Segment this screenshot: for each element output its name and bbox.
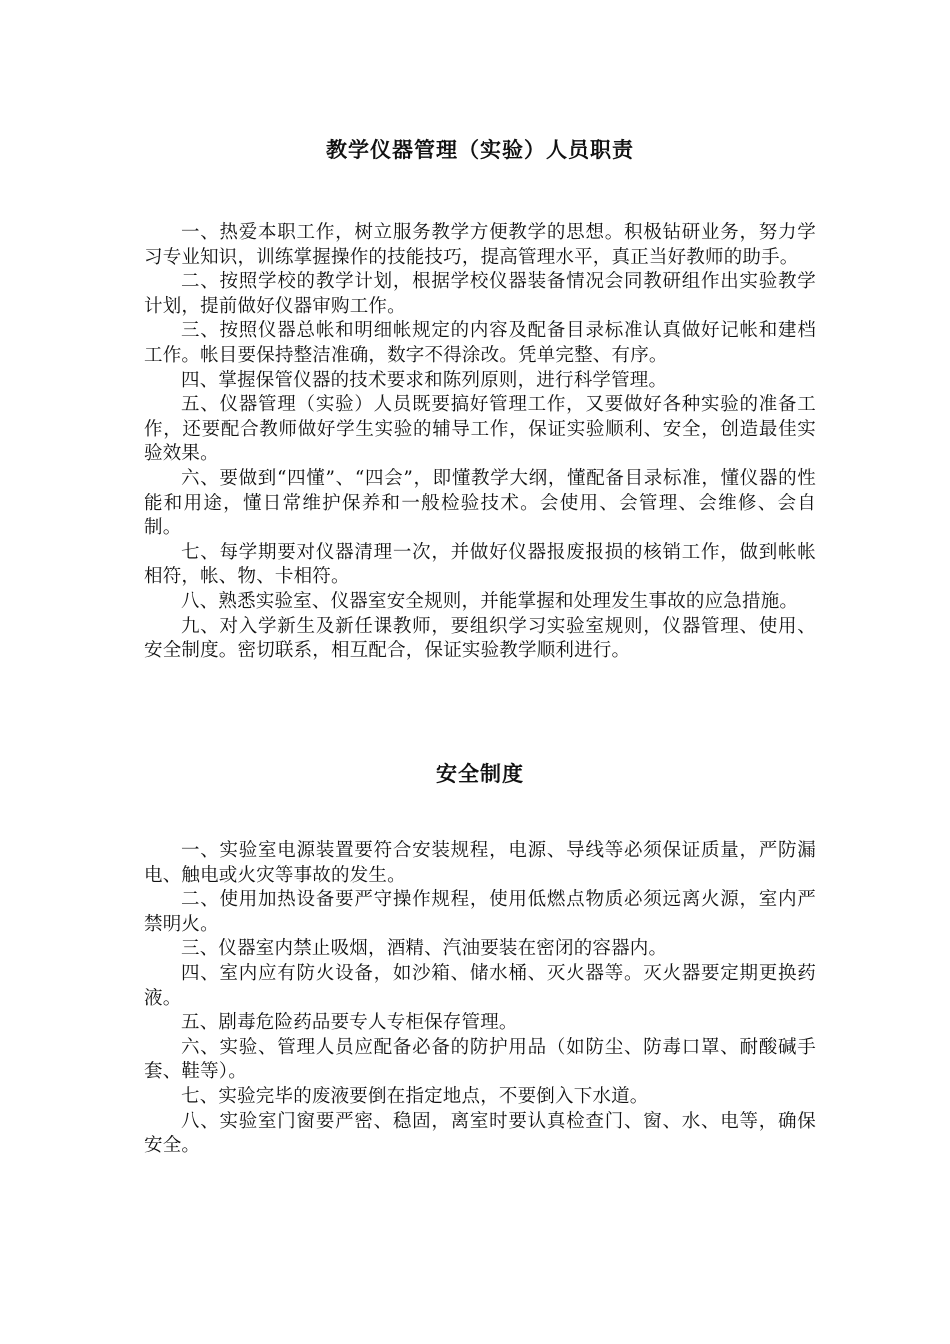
safety-item-1: 一、实验室电源装置要符合安装规程，电源、导线等必须保证质量，严防漏电、触电或火灾等事故的发生。 — [144, 840, 816, 886]
safety-item-4: 四、室内应有防火设备，如沙箱、储水桶、灭火器等。灭火器要定期更换药液。 — [144, 962, 816, 1009]
duty-item-2: 二、按照学校的教学计划，根据学校仪器装备情况会同教研组作出实验教学计划，提前做好仪器审购工作。 — [144, 271, 816, 317]
safety-item-6: 六、实验、管理人员应配备必备的防护用品（如防尘、防毒口罩、耐酸碱手套、鞋等）。 — [144, 1036, 816, 1083]
duty-item-5: 五、仪器管理（实验）人员既要搞好管理工作，又要做好各种实验的准备工作，还要配合教师做好学生实验的辅导工作，保证实验顺利、安全，创造最佳实验效果。 — [144, 394, 816, 465]
duty-item-3: 三、按照仪器总帐和明细帐规定的内容及配备目录标准认真做好记帐和建档工作。帐目要保持整洁准确，数字不得涂改。凭单完整、有序。 — [144, 320, 816, 366]
safety-item-2: 二、使用加热设备要严守操作规程，使用低燃点物质必须远离火源，室内严禁明火。 — [144, 889, 816, 935]
duty-item-1: 一、热爱本职工作，树立服务教学方便教学的思想。积极钻研业务，努力学习专业知识，训练掌握操作的技能技巧，提高管理水平，真正当好教师的助手。 — [144, 222, 816, 268]
safety-item-3: 三、仪器室内禁止吸烟，酒精、汽油要装在密闭的容器内。 — [181, 938, 668, 960]
duty-item-9: 九、对入学新生及新任课教师，要组织学习实验室规则，仪器管理、使用、安全制度。密切联系，相互配合，保证实验教学顺利进行。 — [144, 615, 816, 662]
duty-item-7: 七、每学期要对仪器清理一次，并做好仪器报废报损的核销工作，做到帐帐相符，帐、物、卡相符。 — [144, 541, 816, 588]
safety-item-7: 七、实验完毕的废液要倒在指定地点，不要倒入下水道。 — [181, 1085, 649, 1107]
section-instrument-staff-duties — [144, 136, 816, 664]
section-title: 安全制度 — [436, 761, 524, 786]
duty-item-4: 四、掌握保管仪器的技术要求和陈列原则，进行科学管理。 — [181, 369, 668, 391]
duty-item-8: 八、熟悉实验室、仪器室安全规则，并能掌握和处理发生事故的应急措施。 — [181, 590, 799, 612]
section-safety-rules — [144, 760, 816, 1159]
safety-item-5: 五、剧毒危险药品要专人专柜保存管理。 — [181, 1012, 518, 1034]
section-title: 教学仪器管理（实验）人员职责 — [326, 137, 634, 162]
safety-item-8: 八、实验室门窗要严密、稳固，离室时要认真检查门、窗、水、电等，确保安全。 — [144, 1110, 816, 1157]
duty-item-6: 六、要做到“四懂”、“四会”，即懂教学大纲，懂配备目录标准，懂仪器的性能和用途，懂日常维护保养和一般检验技术。会使用、会管理、会维修、会自制。 — [144, 467, 816, 539]
